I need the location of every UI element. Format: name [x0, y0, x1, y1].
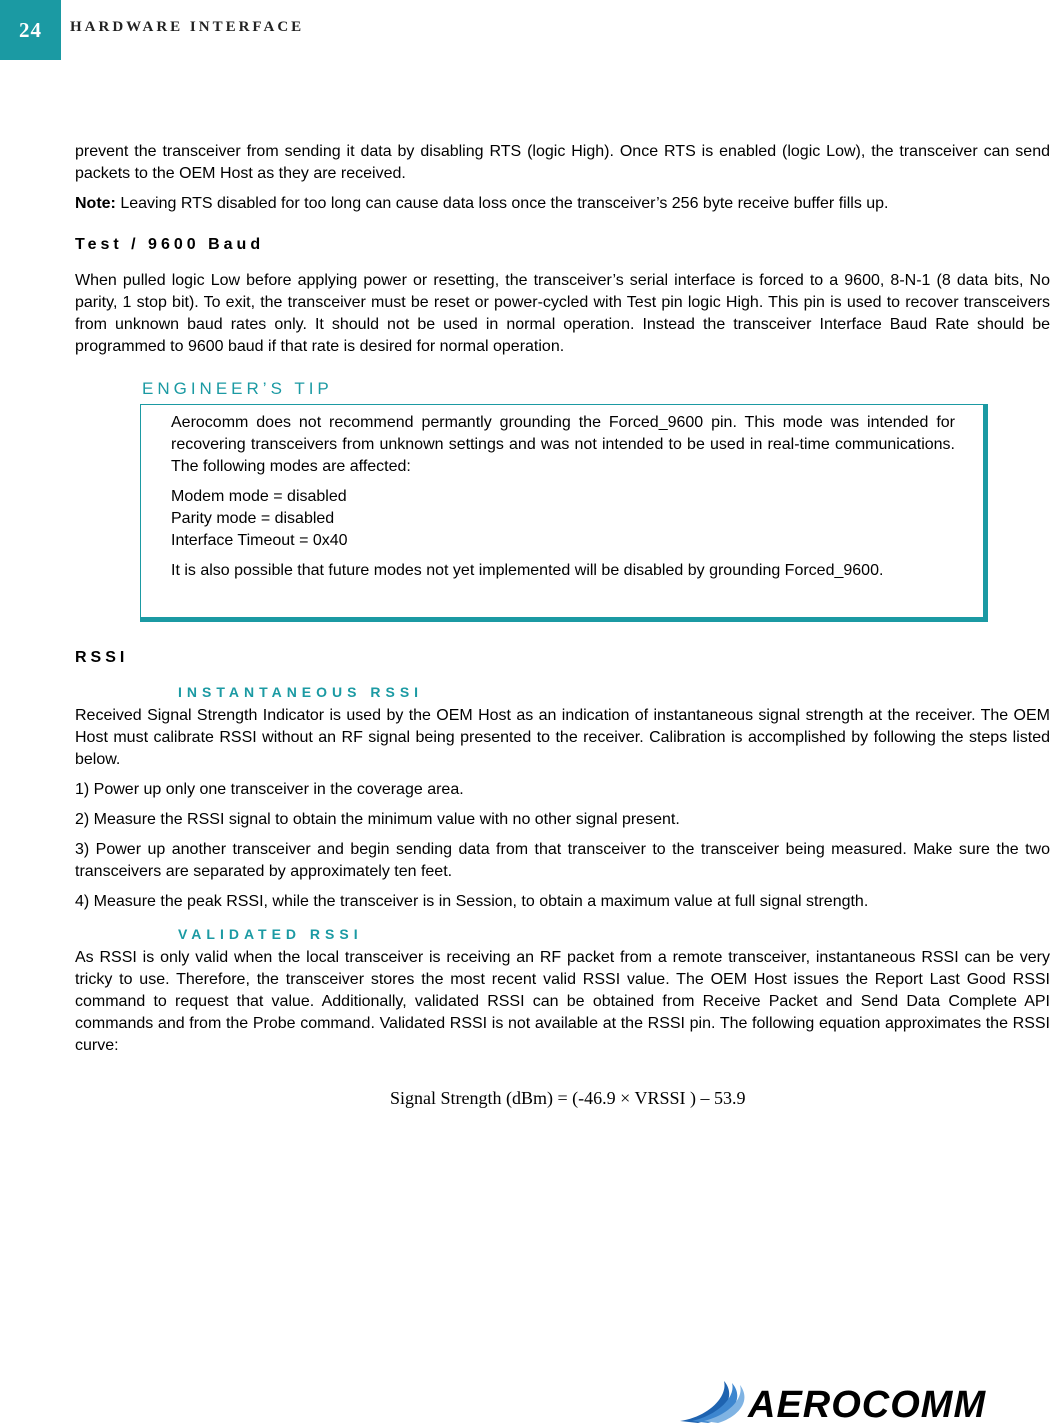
instantaneous-rssi-paragraph: Received Signal Strength Indicator is used by the OEM Host as an indication of instantaneous signal strength at the receiver. The OEM Host must calibrate RSSI without an RF signal being presented to the receiver. Calibration is accomplished by following the steps listed below.	[75, 707, 1050, 768]
rssi-step-3: 3) Power up another transceiver and begin sending data from that transceiver to the transceiver being measured. Make sure the two transceivers are separated by approximately ten feet.	[75, 841, 1050, 880]
section-header-title: HARDWARE INTERFACE	[70, 19, 305, 35]
tip-mode-modem: Modem mode = disabled	[171, 488, 347, 505]
note-label: Note:	[75, 195, 116, 212]
aerocomm-logo	[678, 1377, 1038, 1423]
test-baud-heading: Test / 9600 Baud	[75, 236, 265, 253]
logo-wordmark: AEROCOMM	[748, 1384, 987, 1423]
main-content	[75, 141, 1050, 358]
tip-closing: It is also possible that future modes not yet implemented will be disabled by grounding Forced_9600.	[171, 562, 884, 579]
page-number-badge: 24	[0, 0, 61, 60]
note-text: Leaving RTS disabled for too long can cause data loss once the transceiver’s 256 byte receive buffer fills up.	[115, 195, 889, 212]
validated-rssi-paragraph: As RSSI is only valid when the local transceiver is receiving an RF packet from a remote transceiver, instantaneous RSSI can be very tricky to use. Therefore, the transceiver stores the most recent valid RSSI value. The OEM Host issues the Report Last Good RSSI command to request that value. Additionally, validated RSSI can be obtained from Receive Packet and Send Data Complete API commands and from the Probe command. Validated RSSI is not available at the RSSI pin. The following equation approximates the RSSI curve:	[75, 949, 1050, 1054]
instantaneous-rssi-heading: INSTANTANEOUS RSSI	[178, 684, 424, 700]
engineers-tip-title: ENGINEER’S TIP	[142, 379, 333, 398]
rssi-section	[75, 647, 1050, 1057]
rssi-step-4: 4) Measure the peak RSSI, while the transceiver is in Session, to obtain a maximum value at full signal strength.	[75, 893, 869, 910]
engineers-tip-box	[140, 404, 988, 622]
logo-swoosh-icon	[680, 1381, 744, 1423]
rts-note	[75, 193, 1050, 215]
tip-mode-timeout: Interface Timeout = 0x40	[171, 532, 348, 549]
tip-mode-parity: Parity mode = disabled	[171, 510, 335, 527]
test-baud-paragraph: When pulled logic Low before applying power or resetting, the transceiver’s serial interface is forced to a 9600, 8-N-1 (8 data bits, No parity, 1 stop bit). To exit, the transceiver must be reset or power-cycled with Test pin logic High. This pin is used to recover transceivers from unknown baud rates only. It should not be used in normal operation. Instead the transceiver Interface Baud Rate should be programmed to 9600 baud if that rate is desired for normal operation.	[75, 272, 1050, 355]
rts-paragraph: prevent the transceiver from sending it data by disabling RTS (logic High). Once RTS is enabled (logic Low), the transceiver can send packets to the OEM Host as they are received.	[75, 143, 1050, 182]
rssi-equation: Signal Strength (dBm) = (-46.9 × VRSSI ) – 53.9	[390, 1088, 746, 1108]
validated-rssi-heading: VALIDATED RSSI	[178, 926, 363, 942]
tip-intro: Aerocomm does not recommend permantly grounding the Forced_9600 pin. This mode was intended for recovering transceivers from unknown settings and was not intended to be used in real-time communications. The following modes are affected:	[171, 414, 955, 475]
rssi-step-2: 2) Measure the RSSI signal to obtain the minimum value with no other signal present.	[75, 811, 680, 828]
rssi-step-1: 1) Power up only one transceiver in the coverage area.	[75, 781, 464, 798]
rssi-heading: RSSI	[75, 649, 129, 666]
